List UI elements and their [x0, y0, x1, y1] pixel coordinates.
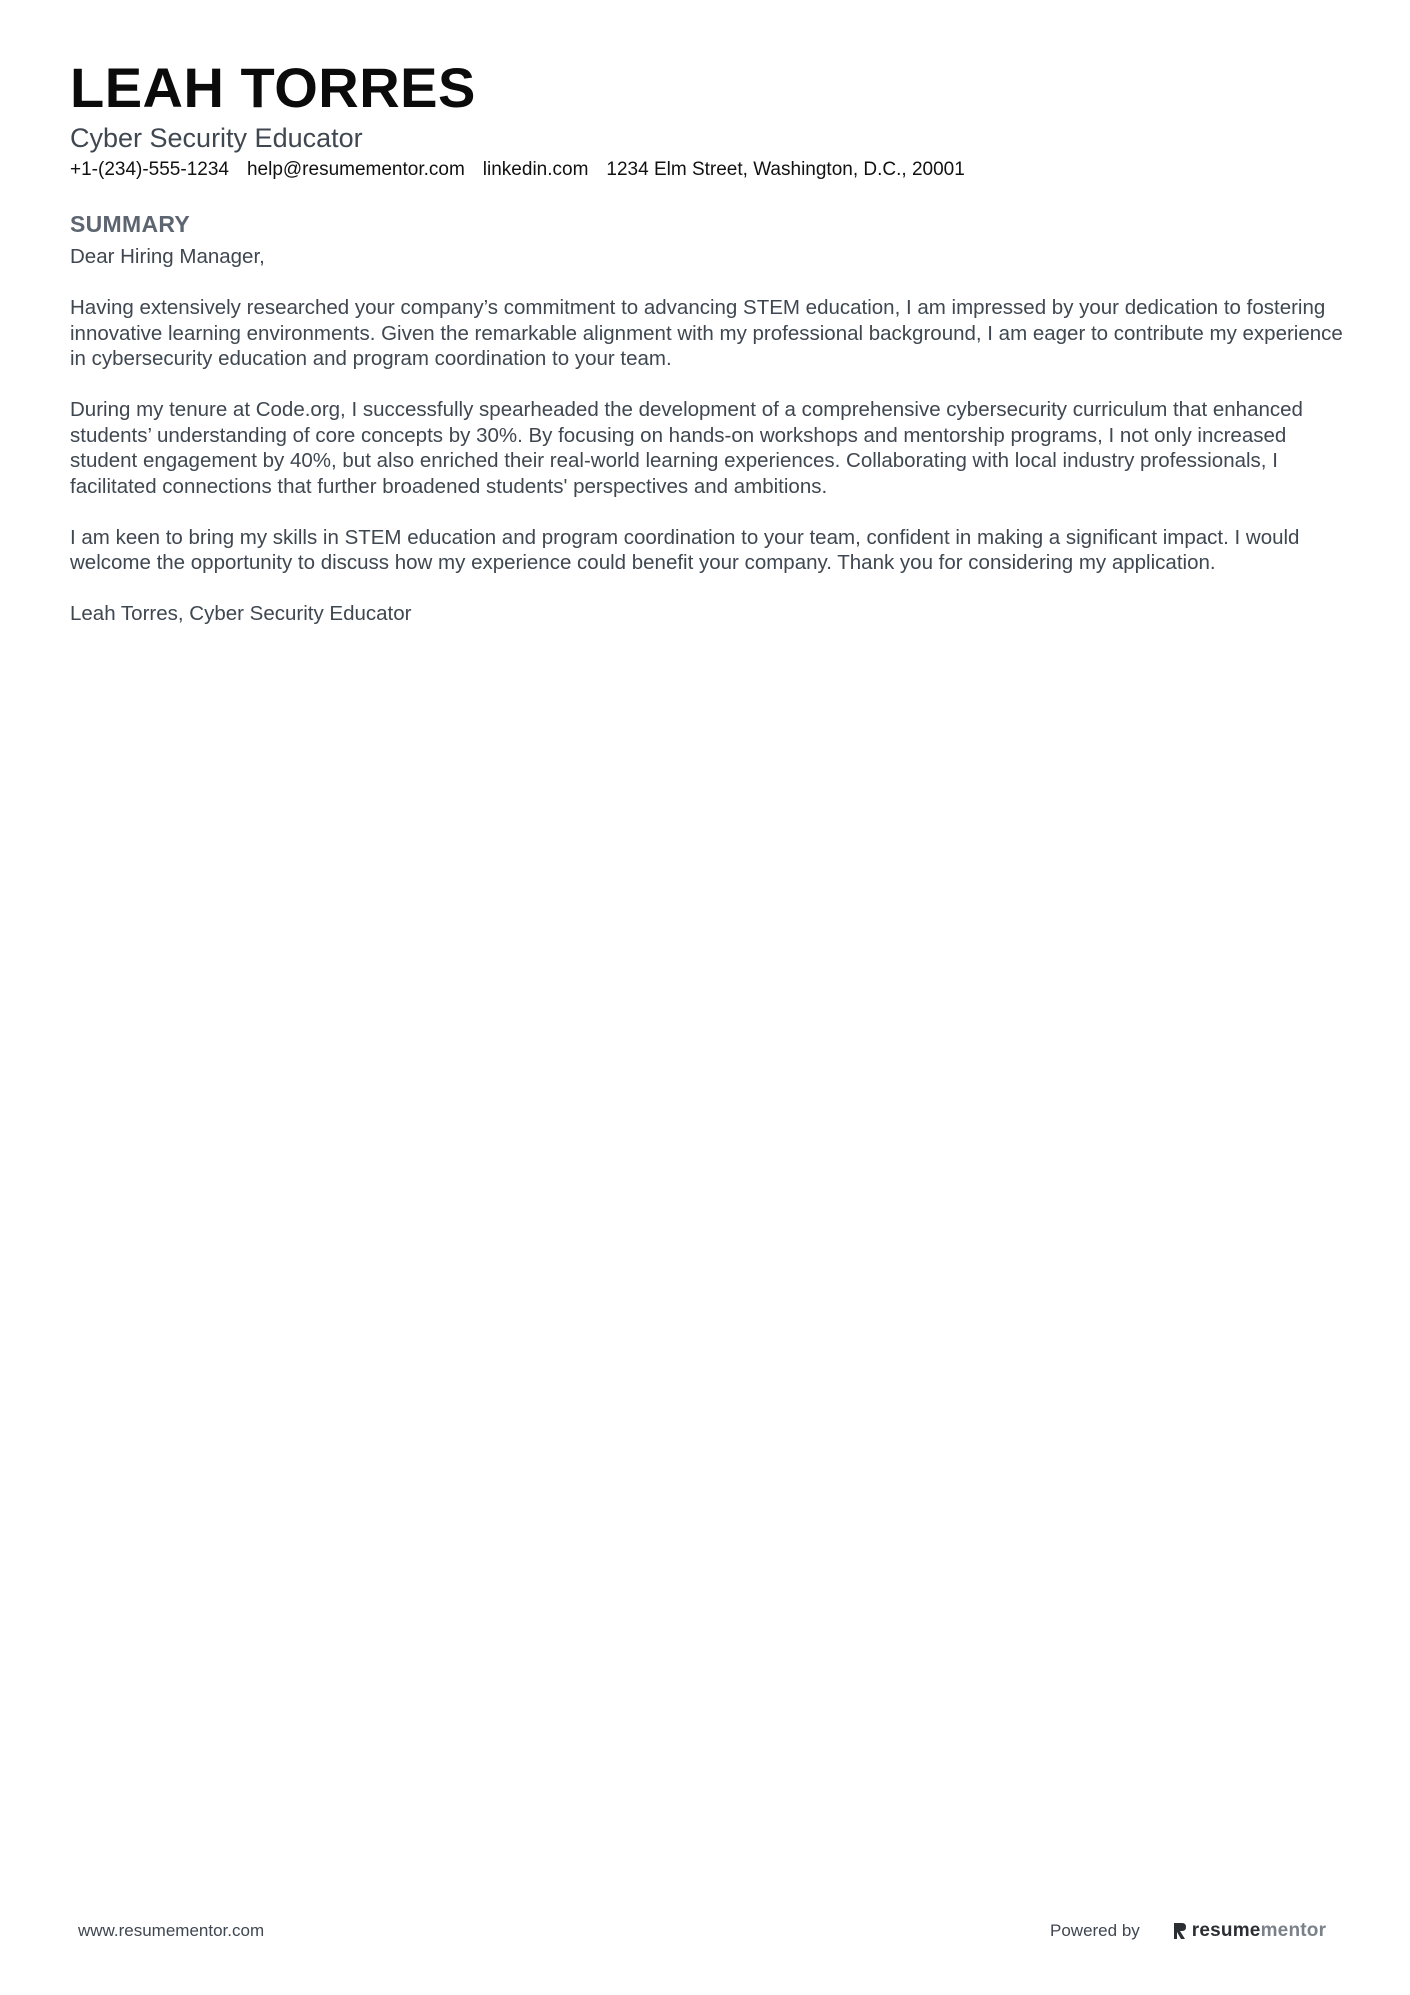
- footer-website-link[interactable]: www.resumementor.com: [78, 1921, 265, 1940]
- resumementor-logo-icon: [1172, 1921, 1188, 1941]
- contact-phone: +1-(234)-555-1234: [70, 159, 229, 180]
- letter-paragraph-2: During my tenure at Code.org, I successfully spearheaded the development of a comprehensive cybersecurity curriculum that enhanced students’ understanding of core concepts by 30%. By focusing on hands-on workshops and mentorship programs, I not only increased student engagement by 40%, but also enriched their real-world learning experiences. Collaborating with local industry professionals, I facilitated connections that further broadened students' perspectives and ambitions.: [70, 398, 1303, 498]
- resumementor-logo[interactable]: [1172, 1920, 1326, 1942]
- contact-email[interactable]: help@resumementor.com: [246, 159, 465, 180]
- contact-linkedin[interactable]: linkedin.com: [482, 159, 589, 180]
- letter-signature: Leah Torres, Cyber Security Educator: [70, 602, 412, 625]
- candidate-role: Cyber Security Educator: [70, 123, 363, 153]
- summary-heading: SUMMARY: [70, 211, 191, 237]
- contact-address: 1234 Elm Street, Washington, D.C., 20001: [606, 159, 965, 180]
- letter-paragraph-1: Having extensively researched your company’s commitment to advancing STEM education, I am impressed by your dedication to fostering innovative learning environments. Given the remarkable alignment with my professional background, I am eager to contribute my experience in cybersecurity education and program coordination to your team.: [70, 296, 1343, 370]
- footer-powered-by: [1050, 1917, 1326, 1945]
- contact-row: [70, 158, 1350, 182]
- cover-letter-body: [70, 244, 1350, 627]
- letter-greeting: Dear Hiring Manager,: [70, 245, 265, 268]
- resume-page: [70, 56, 1350, 627]
- brand-bold-part: resume: [1191, 1920, 1261, 1941]
- resumementor-logo-text: [1192, 1920, 1326, 1942]
- candidate-name: LEAH TORRES: [70, 56, 476, 119]
- brand-light-part: mentor: [1260, 1920, 1327, 1941]
- letter-paragraph-3: I am keen to bring my skills in STEM education and program coordination to your team, confident in making a significant impact. I would welcome the opportunity to discuss how my experience could benefit your company. Thank you for considering my application.: [70, 525, 1300, 574]
- powered-by-label: Powered by: [1050, 1921, 1140, 1940]
